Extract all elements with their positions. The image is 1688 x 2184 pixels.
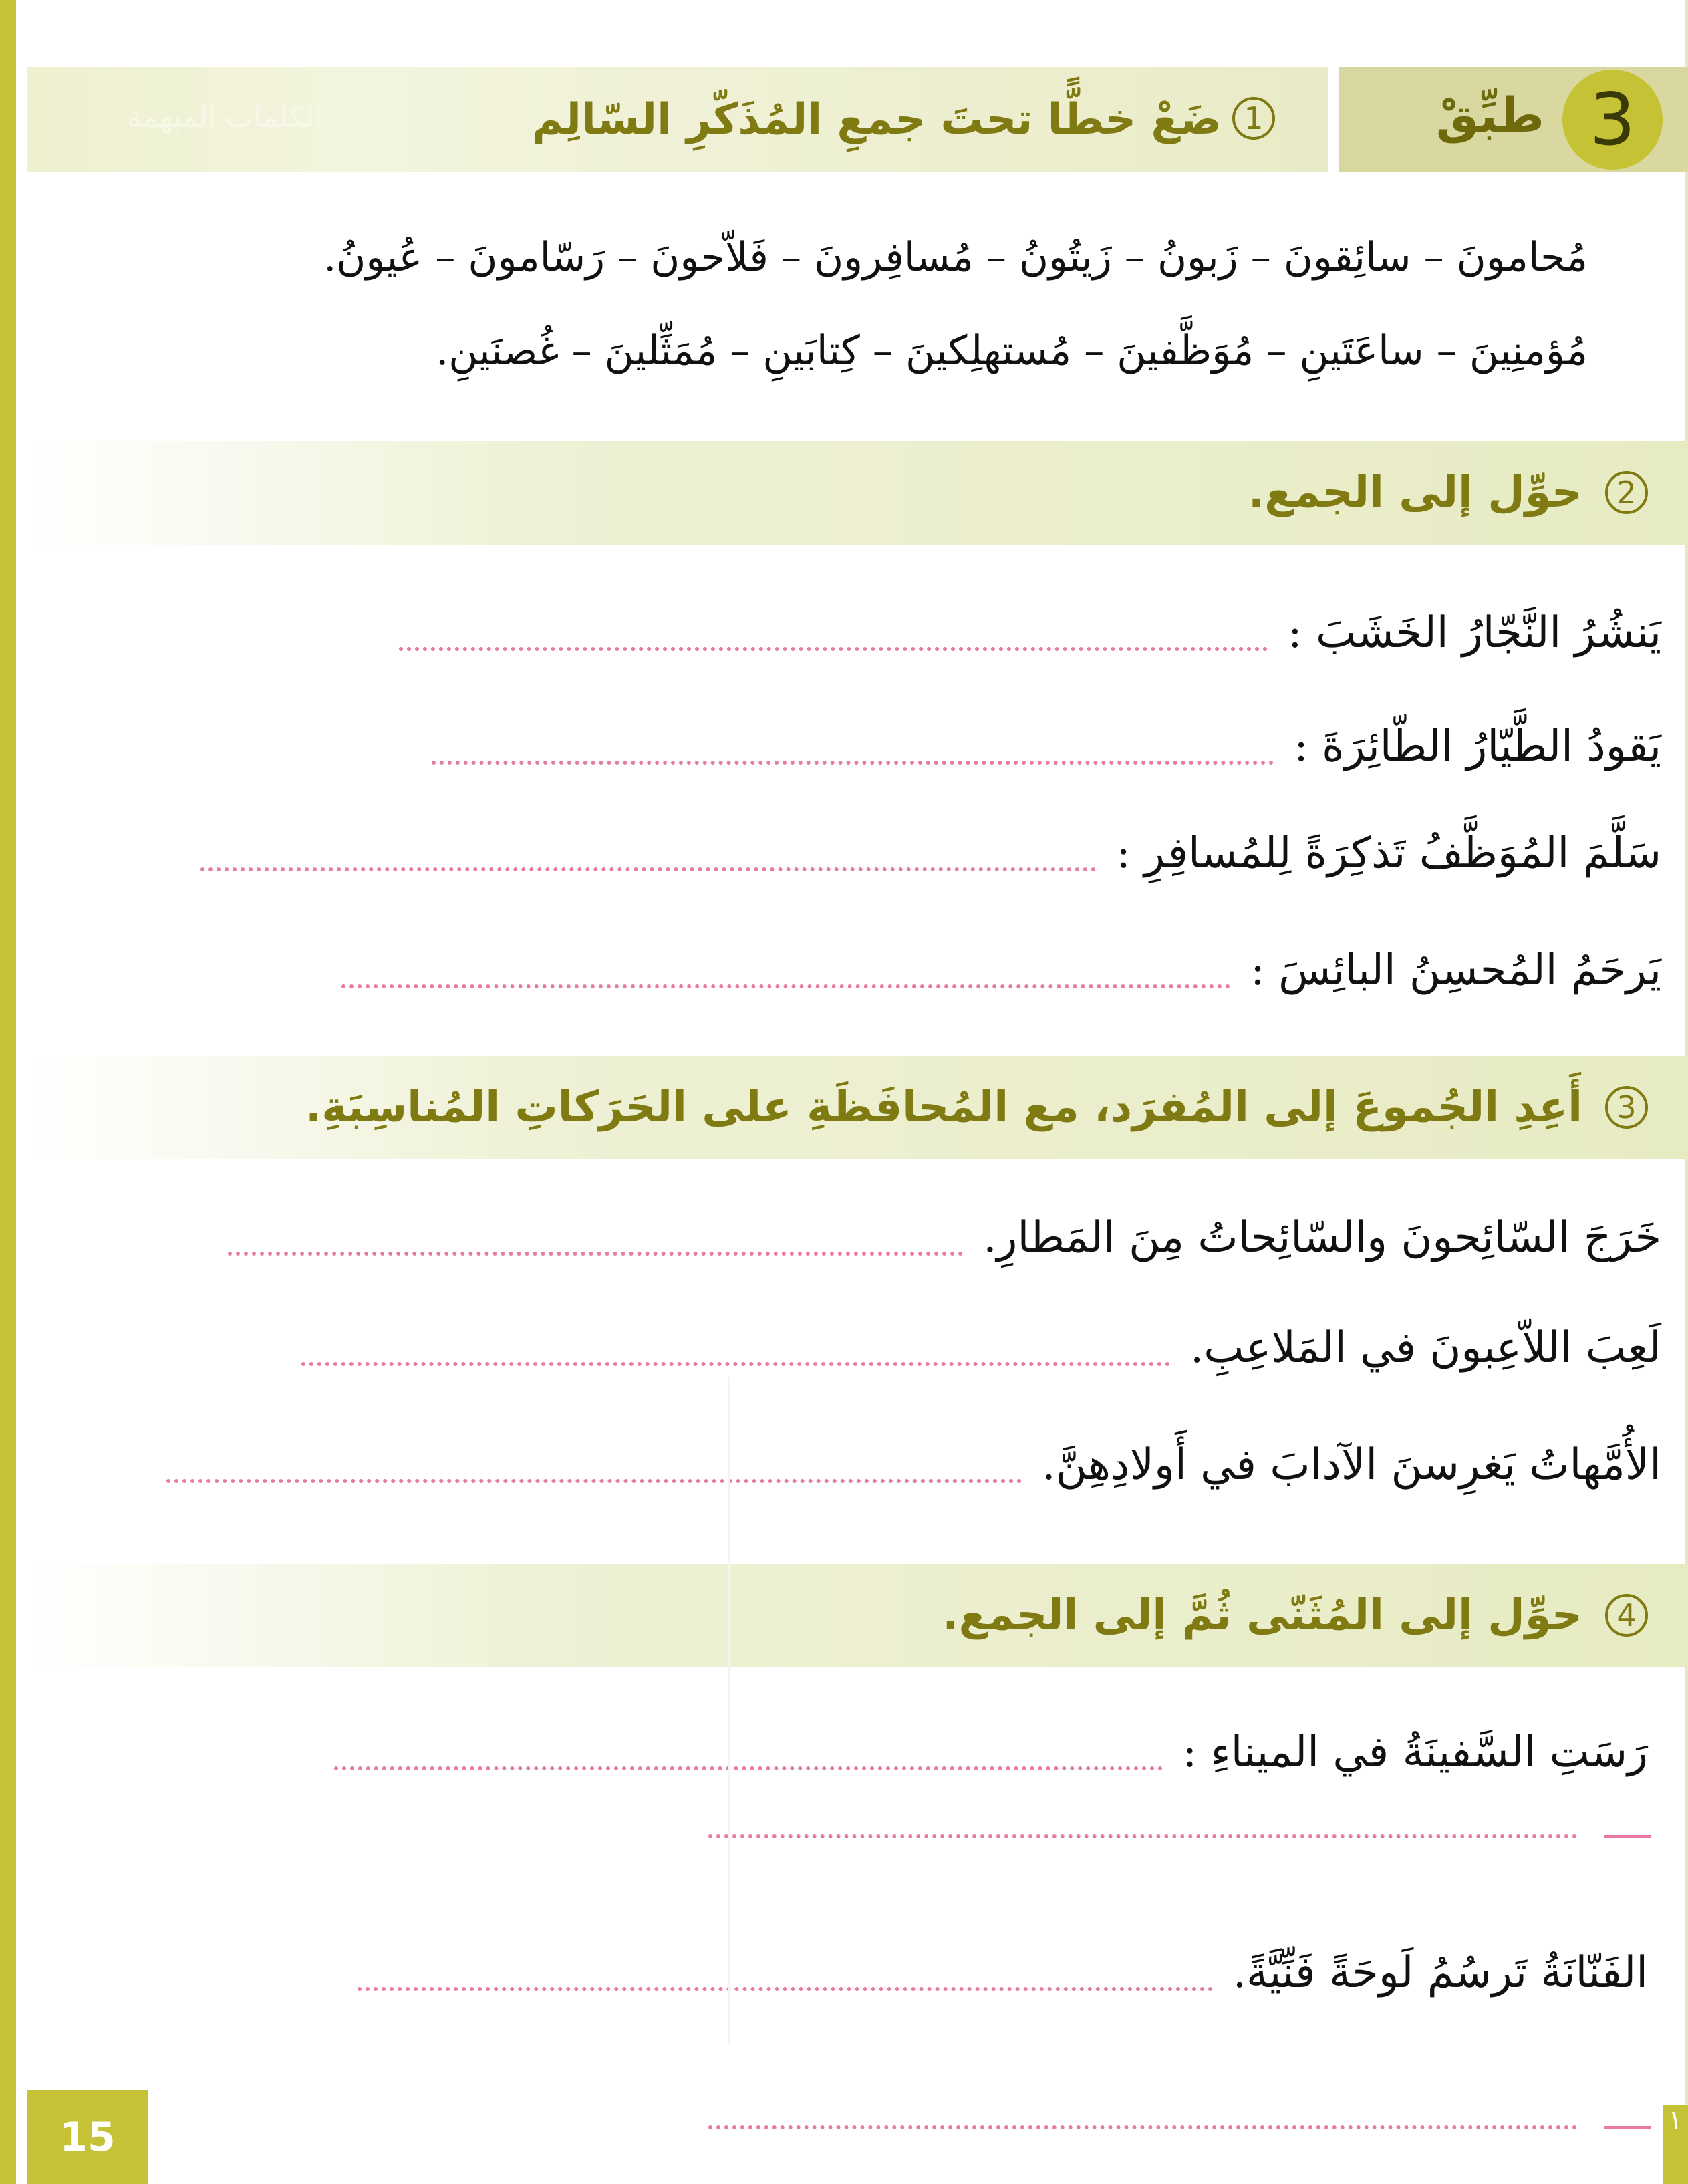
- answer-dotted-line[interactable]: [708, 2125, 1577, 2129]
- exercise2-number-circle: 2: [1605, 471, 1648, 514]
- exercise2-row: [432, 722, 1661, 771]
- exercise3-sentence: خَرَجَ السّائِحونَ والسّائِحاتُ مِنَ المَطارِ.: [983, 1213, 1661, 1262]
- page-corner-mark: ١: [1663, 2105, 1688, 2184]
- header-faint-text: الكلمات المبهمة: [127, 100, 323, 134]
- answer-dash: [1604, 2126, 1651, 2129]
- answer-dotted-line[interactable]: [200, 867, 1096, 871]
- answer-dotted-line[interactable]: [399, 647, 1268, 651]
- exercise2-row: [200, 829, 1661, 878]
- answer-dotted-line[interactable]: [334, 1766, 1163, 1770]
- exercise1-instruction: ضَعْ خطًّا تحتَ جمعِ المُذَكّرِ السّالِم: [531, 95, 1222, 144]
- exercise2-row: [341, 946, 1661, 995]
- exercise4-instruction: حوِّل إلى المُثَنّى ثُمَّ إلى الجمع.: [942, 1591, 1582, 1640]
- exercise2-sentence: سَلَّمَ المُوَظَّفُ تَذكِرَةً لِلمُسافِرِ :: [1116, 829, 1661, 878]
- answer-dotted-line[interactable]: [341, 984, 1230, 988]
- exercise3-row: [301, 1323, 1661, 1373]
- exercise4-number-circle: 4: [1605, 1594, 1648, 1637]
- exercise2-instruction: حوِّل إلى الجمع.: [1248, 468, 1582, 517]
- exercise3-instruction: أَعِدِ الجُموعَ إلى المُفرَد، مع المُحافَظَةِ على الحَرَكاتِ المُناسِبَةِ.: [305, 1083, 1582, 1132]
- exercise4-sentence: الفَنّانَةُ تَرسُمُ لَوحَةً فَنِّيَّةً.: [1232, 1948, 1648, 1998]
- left-color-strip: [0, 0, 16, 2184]
- exercise3-sentence: لَعِبَ اللاّعِبونَ في المَلاعِبِ.: [1189, 1323, 1661, 1373]
- exercise4-answer-row: [708, 2125, 1651, 2129]
- exercise4-row: [334, 1728, 1648, 1777]
- exercise3-number-circle: 3: [1605, 1086, 1648, 1129]
- answer-dash: [1604, 1835, 1651, 1838]
- exercise4-answer-row: [708, 1834, 1651, 1838]
- exercise4-row: [358, 1948, 1648, 1998]
- answer-dotted-line[interactable]: [432, 761, 1274, 765]
- faint-scan-line: [728, 1377, 730, 2045]
- exercise2-instruction-bar: [27, 441, 1688, 545]
- exercise3-row: [228, 1213, 1661, 1262]
- answer-dotted-line[interactable]: [301, 1362, 1170, 1366]
- exercise2-row: [399, 608, 1661, 658]
- exercise1-words-line1: مُحامونَ – سائِقونَ – زَبونُ – زَيتُونُ – مُسافِرونَ – فَلاّحونَ – رَسّامونَ – عُيونُ.: [323, 234, 1588, 281]
- section-tab-label: طبِّقْ: [1435, 87, 1544, 143]
- exercise3-instruction-bar: [27, 1056, 1688, 1159]
- answer-dotted-line[interactable]: [228, 1252, 963, 1256]
- exercise2-sentence: يَنشُرُ النَّجّارُ الخَشَبَ :: [1288, 608, 1661, 658]
- exercise3-sentence: الأُمَّهاتُ يَغرِسنَ الآدابَ في أَولادِهِنَّ.: [1042, 1440, 1661, 1490]
- exercise4-sentence: رَسَتِ السَّفينَةُ في الميناءِ :: [1182, 1728, 1648, 1777]
- exercise1-number-circle: 1: [1232, 97, 1275, 140]
- header-bar: [27, 67, 1328, 172]
- section-number-badge: 3: [1562, 70, 1663, 170]
- exercise2-sentence: يَقودُ الطَّيّارُ الطّائِرَةَ :: [1294, 722, 1661, 771]
- answer-dotted-line[interactable]: [166, 1479, 1022, 1483]
- page-number: 15: [27, 2090, 148, 2184]
- exercise1-words-line2: مُؤمنِينَ – ساعَتَينِ – مُوَظَّفينَ – مُستهلِكينَ – كِتابَينِ – مُمَثِّلينَ – غُصنَينِ.: [436, 327, 1588, 374]
- exercise4-instruction-bar: [27, 1564, 1688, 1667]
- exercise3-row: [166, 1440, 1661, 1490]
- answer-dotted-line[interactable]: [708, 1834, 1577, 1838]
- answer-dotted-line[interactable]: [358, 1987, 1213, 1991]
- exercise2-sentence: يَرحَمُ المُحسِنُ البائِسَ :: [1250, 946, 1661, 995]
